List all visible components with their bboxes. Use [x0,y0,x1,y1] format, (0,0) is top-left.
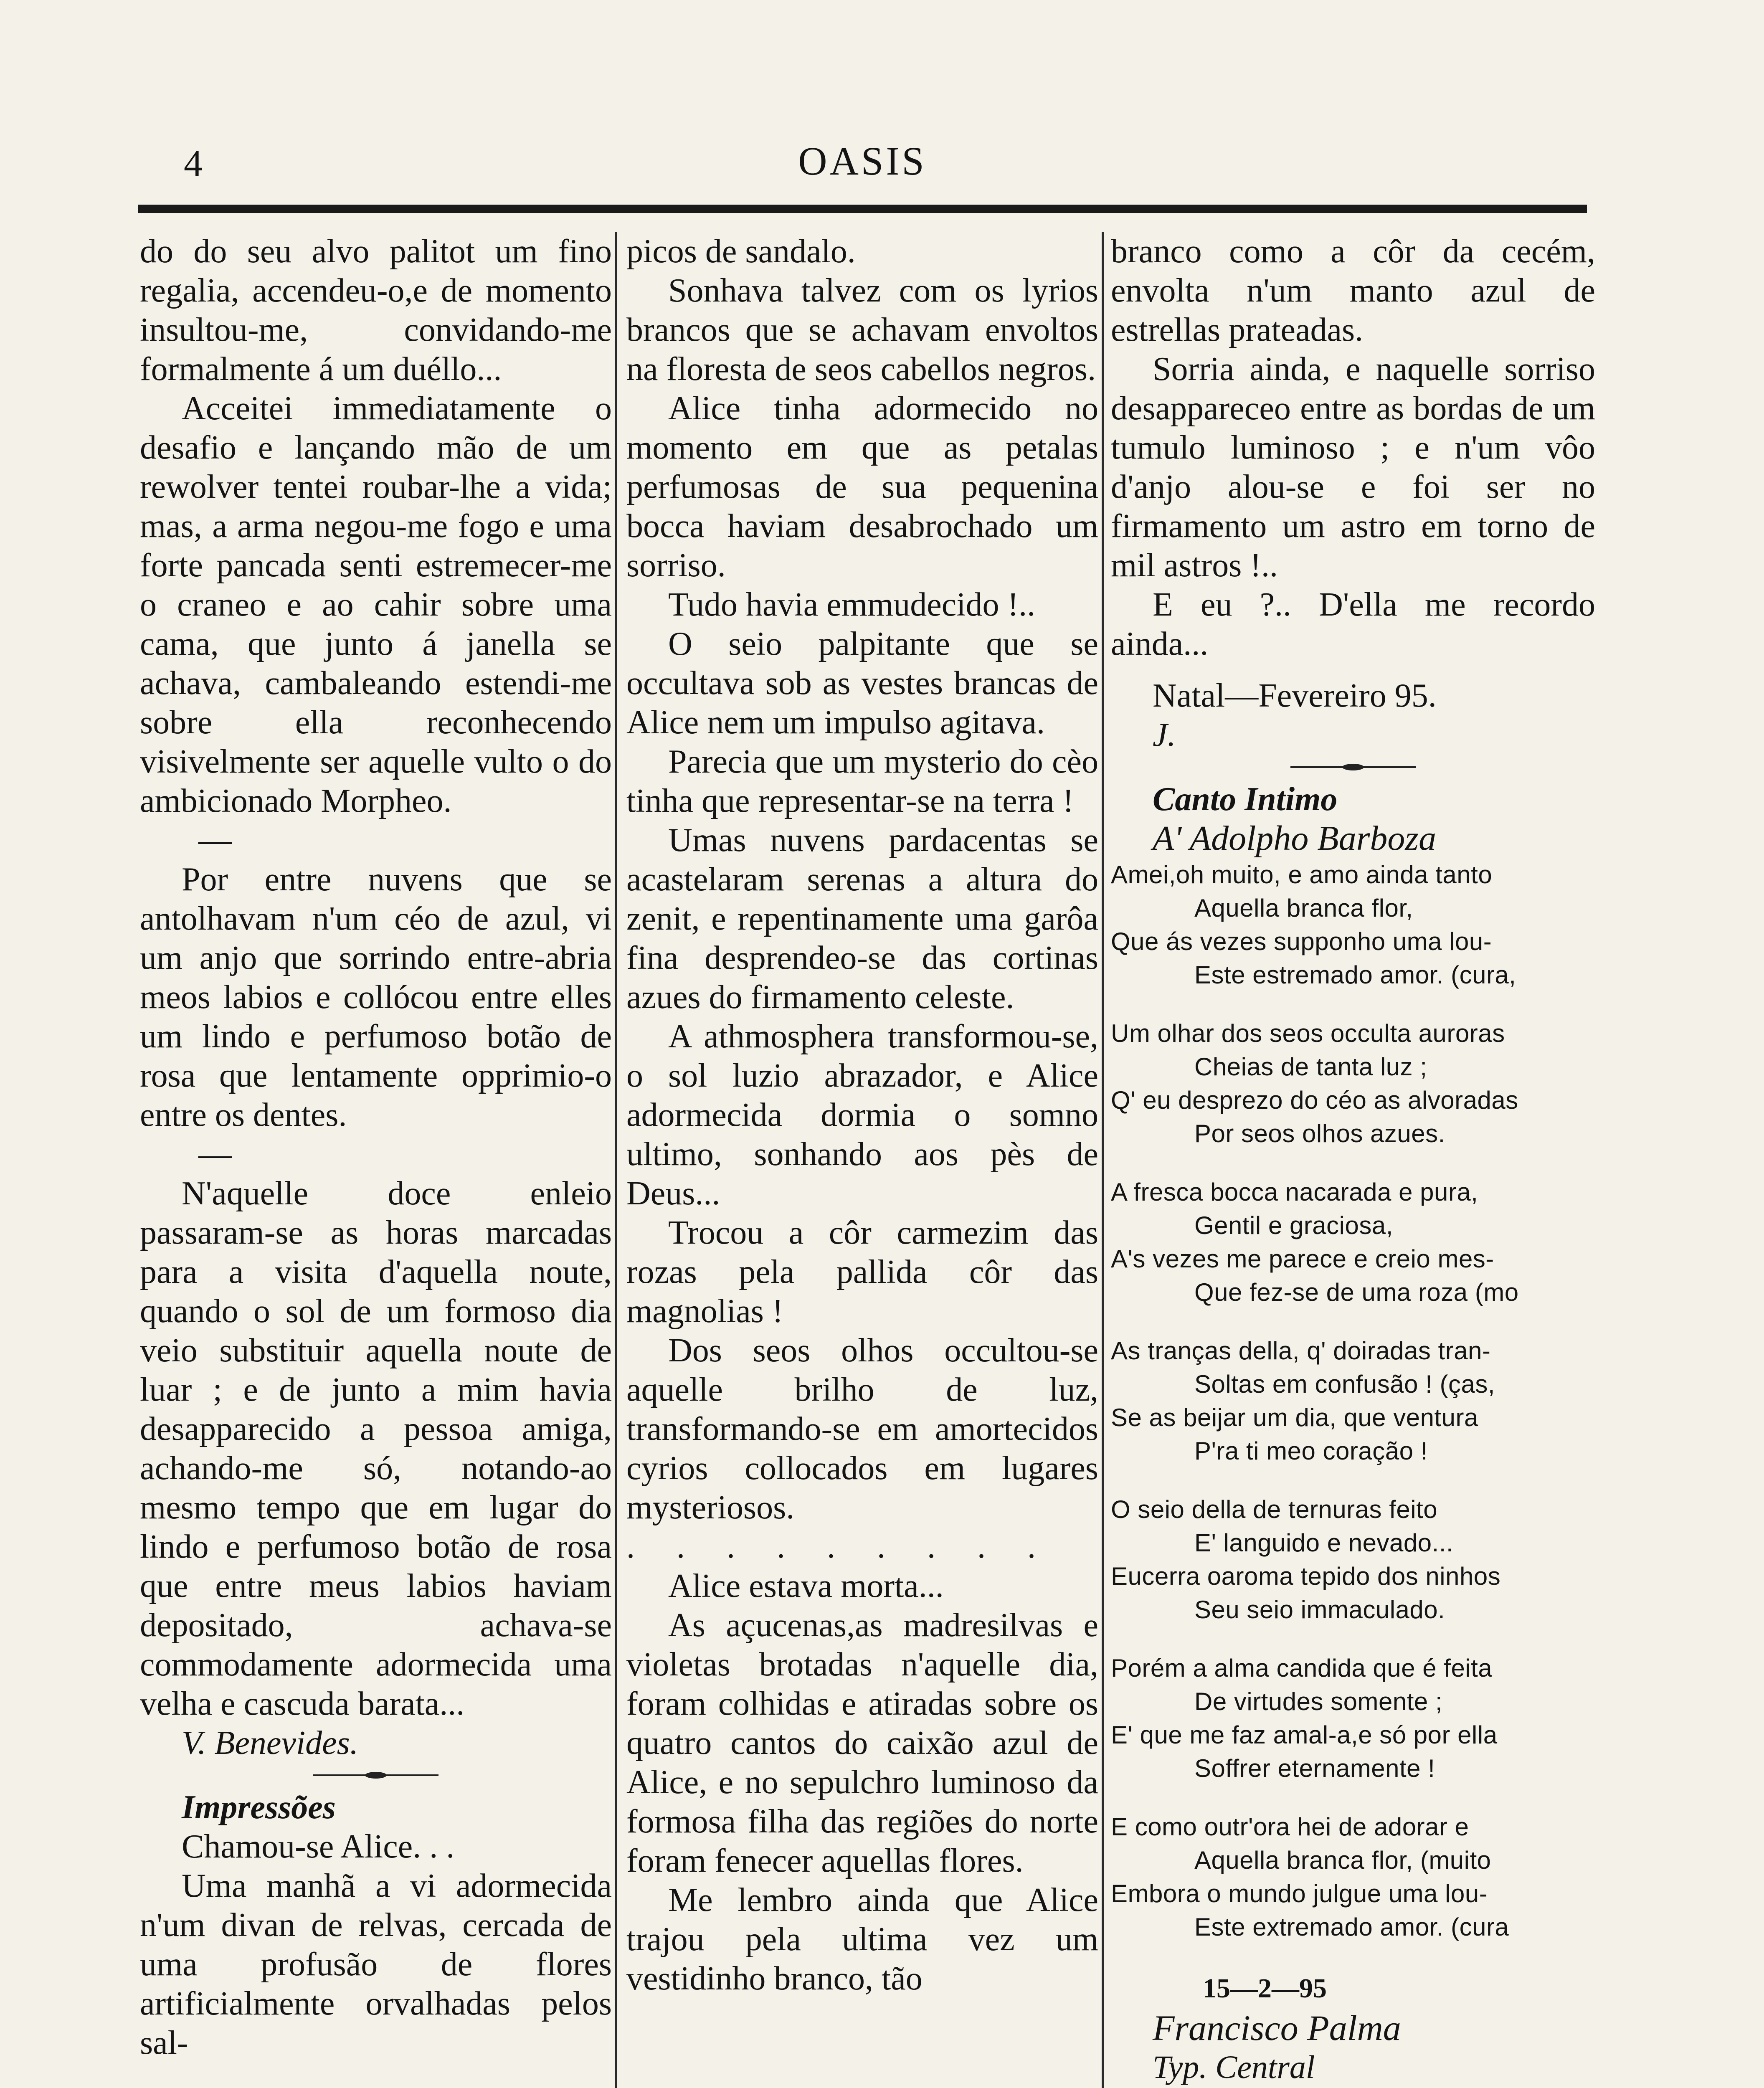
poem-line: Este estremado amor. (cura, [1194,961,1516,989]
paragraph: Sorria ainda, e naquelle sorriso desappareceo entre as bordas de um tumulo luminoso ; e n'um vôo d'anjo alou-se e foi ser no firmamento um astro em torno de mil astros !.. [1111,351,1595,584]
paragraph: Sonhava talvez com os lyrios brancos que se achavam envoltos na floresta de seos cabellos negros. [626,272,1098,388]
poem-line: E' que me faz amal-a,e só por ella [1111,1721,1498,1749]
poem-line: Soffrer eternamente ! [1194,1754,1435,1782]
paragraph: A athmosphera transformou-se, o sol luzio abrazador, e Alice adormecida dormia o somno ultimo, sonhando aos pès de Deus... [626,1018,1098,1212]
poem-stanza [1111,1652,1595,1785]
poem-line: Aquella branca flor, [1194,894,1413,922]
author-signature: V. Benevides. [182,1725,358,1761]
poem-line: Este extremado amor. (cura [1194,1913,1509,1941]
ornament-divider [313,1771,438,1779]
paragraph: Dos seos olhos occultou-se aquelle brilho de luz, transformando-se em amortecidos cyrios collocados em lugares mysteriosos. [626,1332,1098,1526]
column-3 [1111,232,1595,2087]
paragraph: As açucenas,as madresilvas e violetas brotadas n'aquelle dia, foram colhidas e atiradas sobre os quatro cantos do caixão azul de Alice, e no sepulchro luminoso da formosa filha das regiões do norte foram fenecer aquellas flores. [626,1607,1098,1879]
poem-line: Amei,oh muito, e amo ainda tanto [1111,861,1493,889]
poem-line: Embora o mundo julgue uma lou- [1111,1880,1488,1908]
page-number: 4 [184,143,203,184]
poem-line: De virtudes somente ; [1194,1688,1443,1716]
paragraph: Por entre nuvens que se antolhavam n'um céo de azul, vi um anjo que sorrindo entre-abria meos labios e collócou entre elles um lindo e perfumoso botão de rosa que lentamente opprimio-o entre os dentes. [140,861,612,1133]
poem-line: Se as beijar um dia, que ventura [1111,1404,1478,1432]
masthead-title: OASIS [798,139,927,183]
paragraph: N'aquelle doce enleio passaram-se as horas marcadas para a visita d'aquella noute, quando o sol de um formoso dia veio substituir aquella noute de luar ; e de junto a mim havia desapparecido a pessoa amiga, achando-me só, notando-ao mesmo tempo que em lugar do lindo e perfumoso botão de rosa que entre meus labios haviam depositado, achava-se commodamente adormecida uma velha e cascuda barata... [140,1175,612,1722]
poem-line: Que ás vezes supponho uma lou- [1111,927,1492,955]
poem-line: Cheias de tanta luz ; [1194,1053,1427,1081]
column-divider [1102,232,1104,2088]
paragraph: O seio palpitante que se occultava sob as vestes brancas de Alice nem um impulso agitava. [626,626,1098,741]
paragraph: Trocou a côr carmezim das rozas pela pallida côr das magnolias ! [626,1214,1098,1330]
paragraph: Alice estava morta... [668,1568,944,1604]
article-heading: Impressões [182,1789,336,1826]
poem-stanza [1111,1493,1595,1627]
place-date: Natal—Fevereiro 95. [1153,677,1437,714]
section-separator: — [198,822,232,859]
column-divider [615,232,617,2088]
dotted-break: . . . . . . . . . [626,1528,1052,1565]
poem-line: Seu seio immaculado. [1194,1596,1445,1624]
paragraph: Umas nuvens pardacentas se acastelaram serenas a altura do zenit, e repentinamente uma garôa fina desprendeo-se das cortinas azues do firmamento celeste. [626,822,1098,1016]
poem-stanza [1111,1176,1595,1309]
section-separator: — [198,1136,232,1173]
poet-signature: Francisco Palma [1153,2008,1401,2048]
poem-line: Eucerra oaroma tepido dos ninhos [1111,1562,1501,1590]
paragraph: Parecia que um mysterio do cèo tinha que representar-se na terra ! [626,743,1098,819]
page-header [138,125,1587,188]
poem-line: A fresca bocca nacarada e pura, [1111,1178,1478,1206]
poem [1111,858,1595,1944]
column-1 [140,232,612,2063]
poem-dedication: A' Adolpho Barboza [1153,819,1437,858]
paragraph: Tudo havia emmudecido !.. [668,586,1036,623]
header-rule [138,205,1587,213]
poem-line: P'ra ti meo coração ! [1194,1437,1428,1465]
poem-stanza [1111,1334,1595,1468]
poem-line: Gentil e graciosa, [1194,1211,1393,1239]
paragraph: picos de sandalo. [626,233,856,270]
paragraph: E eu ?.. D'ella me recordo ainda... [1111,586,1595,662]
poem-line: Porém a alma candida que é feita [1111,1654,1493,1682]
poem-title: Canto Intimo [1153,781,1338,818]
poem-line: As tranças della, q' doiradas tran- [1111,1337,1491,1365]
poem-line: Soltas em confusão ! (ças, [1194,1370,1495,1398]
paragraph: Me lembro ainda que Alice trajou pela ultima vez um vestidinho branco, tão [626,1882,1098,1997]
ornament-divider [1290,763,1416,771]
printer-credit: Typ. Central [1153,2049,1315,2085]
paragraph: do do seu alvo palitot um fino regalia, accendeu-o,e de momento insultou-me, convidando-me formalmente á um duéllo... [140,233,612,388]
poem-date: 15—2—95 [1203,1973,1327,2004]
poem-stanza [1111,1017,1595,1150]
paragraph: Chamou-se Alice. . . [182,1828,455,1865]
poem-line: Por seos olhos azues. [1194,1120,1445,1148]
column-2 [626,232,1098,1998]
poem-line: Que fez-se de uma roza (mo [1194,1278,1519,1306]
author-initial: J. [1153,717,1176,753]
poem-line: A's vezes me parece e creio mes- [1111,1245,1494,1273]
paragraph: Uma manhã a vi adormecida n'um divan de relvas, cercada de uma profusão de flores artificialmente orvalhadas pelos sal- [140,1868,612,2061]
poem-stanza [1111,858,1595,992]
paragraph: Acceitei immediatamente o desafio e lançando mão de um rewolver tentei roubar-lhe a vida; mas, a arma negou-me fogo e uma forte pancada senti estremecer-me o craneo e ao cahir sobre uma cama, que junto á janella se achava, cambaleando estendi-me sobre ella reconhecendo visivelmente ser aquelle vulto o do ambicionado Morpheo. [140,390,612,819]
poem-line: E' languido e nevado... [1194,1529,1454,1557]
paragraph: branco como a côr da cecém, envolta n'um manto azul de estrellas prateadas. [1111,233,1595,348]
paragraph: Alice tinha adormecido no momento em que as petalas perfumosas de sua pequenina bocca haviam desabrochado um sorriso. [626,390,1098,584]
poem-line: E como outr'ora hei de adorar e [1111,1813,1469,1841]
poem-line: Um olhar dos seos occulta auroras [1111,1019,1505,1047]
poem-line: Aquella branca flor, (muito [1194,1846,1491,1874]
poem-stanza [1111,1810,1595,1944]
poem-line: Q' eu desprezo do céo as alvoradas [1111,1086,1518,1114]
poem-line: O seio della de ternuras feito [1111,1495,1438,1523]
